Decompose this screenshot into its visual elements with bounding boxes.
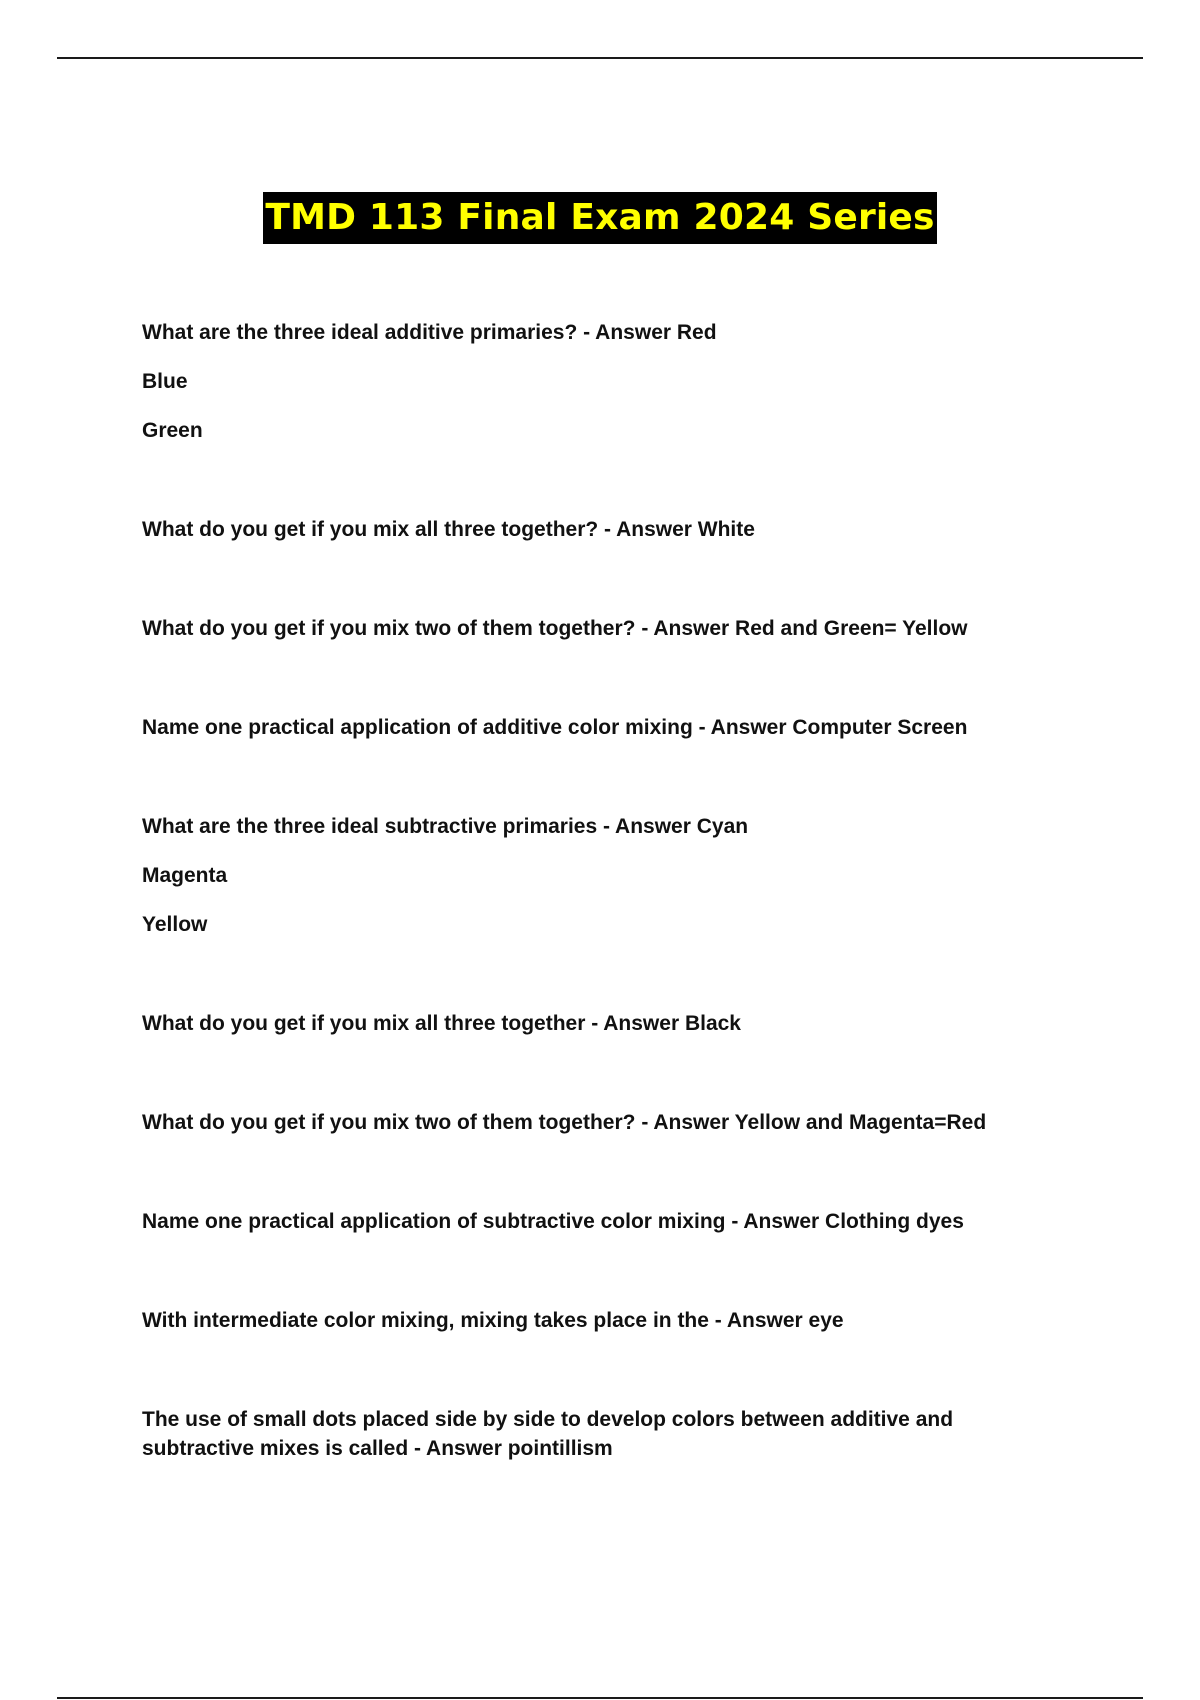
qa-item <box>142 812 1062 939</box>
qa-text: What do you get if you mix all three together - Answer Black <box>142 1012 741 1035</box>
qa-item <box>142 1009 1062 1038</box>
title-container <box>0 192 1200 244</box>
qa-text: With intermediate color mixing, mixing takes place in the - Answer eye <box>142 1309 844 1332</box>
qa-text: What do you get if you mix two of them together? - Answer Red and Green= Yellow <box>142 617 968 640</box>
qa-item <box>142 318 1062 445</box>
qa-item <box>142 614 1062 643</box>
qa-item <box>142 1207 1062 1236</box>
qa-text: What do you get if you mix all three together? - Answer White <box>142 518 755 541</box>
qa-extra-line: Green <box>142 419 203 442</box>
qa-extra-line: Yellow <box>142 913 208 936</box>
qa-text: The use of small dots placed side by side to develop colors between additive and subtractive mixes is called - Answer pointillism <box>142 1408 954 1460</box>
qa-text: Name one practical application of subtractive color mixing - Answer Clothing dyes <box>142 1210 964 1233</box>
qa-item <box>142 713 1062 742</box>
qa-text: What are the three ideal additive primaries? - Answer Red <box>142 321 717 344</box>
qa-extra-line: Blue <box>142 370 188 393</box>
qa-item <box>142 1306 1062 1335</box>
footer-rule <box>57 1697 1143 1699</box>
qa-item <box>142 515 1062 544</box>
qa-text: Name one practical application of additive color mixing - Answer Computer Screen <box>142 716 968 739</box>
qa-extra-line: Magenta <box>142 864 228 887</box>
header-rule <box>57 57 1143 59</box>
qa-list <box>142 318 1062 1533</box>
document-title: TMD 113 Final Exam 2024 Series <box>263 192 936 244</box>
qa-text: What do you get if you mix two of them together? - Answer Yellow and Magenta=Red <box>142 1111 987 1134</box>
qa-text: What are the three ideal subtractive primaries - Answer Cyan <box>142 815 749 838</box>
qa-item <box>142 1405 1062 1463</box>
qa-item <box>142 1108 1062 1137</box>
